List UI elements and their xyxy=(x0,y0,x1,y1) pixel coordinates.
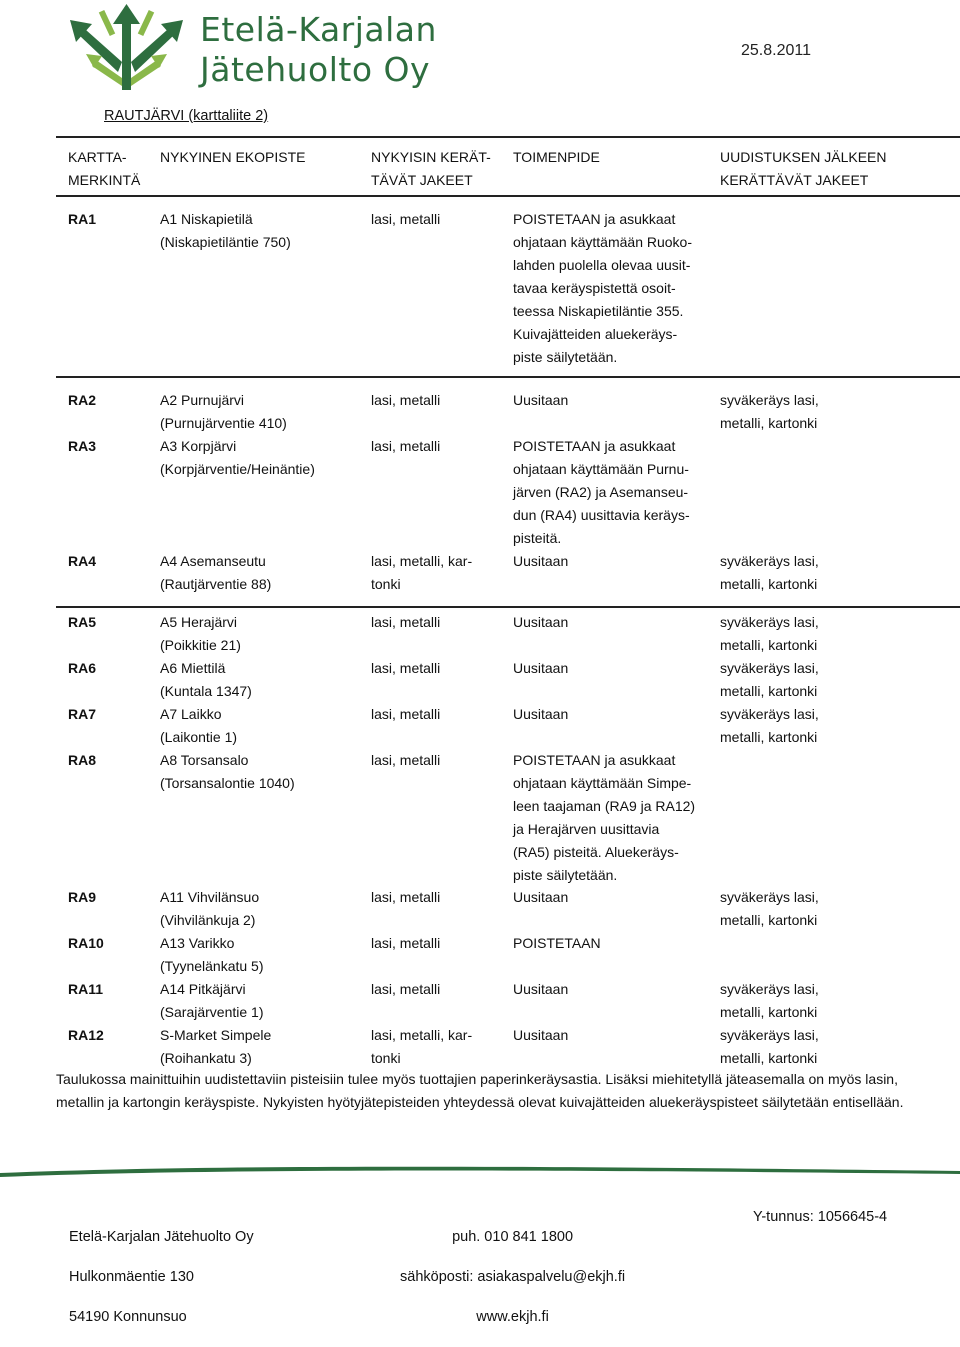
row-action: Uusitaan xyxy=(513,614,569,630)
footer-contact xyxy=(400,1207,625,1347)
row-ecopoint: A1 Niskapietilä (Niskapietiläntie 750) xyxy=(160,211,291,250)
row-ecopoint: A13 Varikko (Tyynelänkatu 5) xyxy=(160,935,264,974)
row-ecopoint: A14 Pitkäjärvi (Sarajärventie 1) xyxy=(160,981,264,1020)
row-current-fractions: lasi, metalli xyxy=(371,211,441,227)
footer-city: 54190 Konnunsuo xyxy=(69,1309,187,1325)
table-top-rule xyxy=(56,136,960,138)
footer-web[interactable]: www.ekjh.fi xyxy=(476,1309,549,1325)
row-current-fractions: lasi, metalli xyxy=(371,660,441,676)
footer-business-id: Y-tunnus: 1056645-4 xyxy=(753,1209,888,1225)
document-date: 25.8.2011 xyxy=(741,42,811,59)
row-id: RA6 xyxy=(68,660,97,676)
row-id: RA4 xyxy=(68,553,97,569)
header-ecopoint: NYKYINEN EKOPISTE xyxy=(160,149,306,165)
row-ecopoint: A6 Miettilä (Kuntala 1347) xyxy=(160,660,252,699)
row-ecopoint: A7 Laikko (Laikontie 1) xyxy=(160,706,238,745)
row-id: RA10 xyxy=(68,935,104,951)
row-after-fractions: syväkeräys lasi, metalli, kartonki xyxy=(720,889,819,928)
row-current-fractions: lasi, metalli xyxy=(371,438,441,454)
footnote-text: Taulukossa mainittuihin uudistettaviin pisteisiin tulee myös tuottajien paperinkeräysastia. Lisäksi miehitetyllä jäteasemalla on myös lasin, metallin ja kartongin keräyspiste. Nykyisten hyötyjätepisteiden yhteydessä olevat kuivajätteiden aluekeräyspisteet säilytetään entisellään. xyxy=(56,1071,904,1110)
row-ecopoint: S-Market Simpele (Roihankatu 3) xyxy=(160,1027,272,1066)
row-action: Uusitaan xyxy=(513,1027,569,1043)
footer-address xyxy=(69,1207,254,1347)
row-after-fractions: syväkeräys lasi, metalli, kartonki xyxy=(720,1027,819,1066)
row-ecopoint: A11 Vihvilänsuo (Vihvilänkuja 2) xyxy=(160,889,260,928)
header-map-id: KARTTA- MERKINTÄ xyxy=(68,149,141,188)
row-action: Uusitaan xyxy=(513,889,569,905)
row-after-fractions: syväkeräys lasi, metalli, kartonki xyxy=(720,706,819,745)
row-current-fractions: lasi, metalli xyxy=(371,889,441,905)
document-title: RAUTJÄRVI (karttaliite 2) xyxy=(104,108,269,124)
row-after-fractions: syväkeräys lasi, metalli, kartonki xyxy=(720,660,819,699)
row-after-fractions: syväkeräys lasi, metalli, kartonki xyxy=(720,981,819,1020)
row-current-fractions: lasi, metalli, kar- tonki xyxy=(371,553,473,592)
footer-decoration xyxy=(0,1163,960,1179)
company-name-line1: Etelä-Karjalan xyxy=(200,10,437,49)
row-id: RA12 xyxy=(68,1027,104,1043)
arrows-logo-icon xyxy=(66,2,188,92)
header-bottom-rule xyxy=(56,195,960,197)
header-action: TOIMENPIDE xyxy=(513,149,600,165)
row-after-fractions: syväkeräys lasi, metalli, kartonki xyxy=(720,614,819,653)
row-ecopoint: A4 Asemanseutu (Rautjärventie 88) xyxy=(160,553,272,592)
footer-email[interactable]: sähköposti: asiakaspalvelu@ekjh.fi xyxy=(400,1269,626,1285)
row-id: RA8 xyxy=(68,752,97,768)
row-current-fractions: lasi, metalli xyxy=(371,752,441,768)
header-current-fractions: NYKYISIN KERÄT- TÄVÄT JAKEET xyxy=(371,149,491,188)
row-ecopoint: A8 Torsansalo (Torsansalontie 1040) xyxy=(160,752,295,791)
row-ecopoint: A2 Purnujärvi (Purnujärventie 410) xyxy=(160,392,287,431)
row-id: RA3 xyxy=(68,438,97,454)
row-current-fractions: lasi, metalli xyxy=(371,706,441,722)
row-id: RA9 xyxy=(68,889,97,905)
row-action: POISTETAAN ja asukkaat ohjataan käyttämään Ruoko- lahden puolella olevaa uusit- tavaa keräyspistettä osoit- teessa Niskapietiläntie 355. Kuivajätteiden aluekeräys- piste säilytetään. xyxy=(513,211,692,365)
group-rule-2 xyxy=(56,606,960,608)
row-id: RA1 xyxy=(68,211,97,227)
row-current-fractions: lasi, metalli xyxy=(371,981,441,997)
row-action: POISTETAAN ja asukkaat ohjataan käyttämään Simpe- leen taajaman (RA9 ja RA12) ja Herajärven uusittavia (RA5) pisteitä. Aluekeräys- piste säilytetään. xyxy=(513,752,696,883)
row-after-fractions: syväkeräys lasi, metalli, kartonki xyxy=(720,553,819,592)
row-current-fractions: lasi, metalli xyxy=(371,392,441,408)
row-id: RA5 xyxy=(68,614,97,630)
header-after-fractions: UUDISTUKSEN JÄLKEEN KERÄTTÄVÄT JAKEET xyxy=(720,149,887,188)
group-rule-1 xyxy=(56,376,960,378)
row-action: Uusitaan xyxy=(513,981,569,997)
row-ecopoint: A3 Korpjärvi (Korpjärventie/Heinäntie) xyxy=(160,438,315,477)
row-id: RA11 xyxy=(68,981,104,997)
row-current-fractions: lasi, metalli xyxy=(371,935,441,951)
row-action: Uusitaan xyxy=(513,706,569,722)
row-ecopoint: A5 Herajärvi (Poikkitie 21) xyxy=(160,614,241,653)
row-action: POISTETAAN ja asukkaat ohjataan käyttämään Purnu- järven (RA2) ja Asemanseu- dun (RA4) uusittavia keräys- pisteitä. xyxy=(513,438,690,546)
row-action: POISTETAAN xyxy=(513,935,601,951)
row-current-fractions: lasi, metalli, kar- tonki xyxy=(371,1027,473,1066)
row-id: RA7 xyxy=(68,706,97,722)
footer-company: Etelä-Karjalan Jätehuolto Oy xyxy=(69,1229,254,1245)
footer-street: Hulkonmäentie 130 xyxy=(69,1269,194,1285)
row-action: Uusitaan xyxy=(513,553,569,569)
company-name-line2: Jätehuolto Oy xyxy=(200,50,431,89)
row-id: RA2 xyxy=(68,392,97,408)
footer-phone: puh. 010 841 1800 xyxy=(452,1229,574,1245)
row-current-fractions: lasi, metalli xyxy=(371,614,441,630)
row-action: Uusitaan xyxy=(513,392,569,408)
row-after-fractions: syväkeräys lasi, metalli, kartonki xyxy=(720,392,819,431)
row-action: Uusitaan xyxy=(513,660,569,676)
